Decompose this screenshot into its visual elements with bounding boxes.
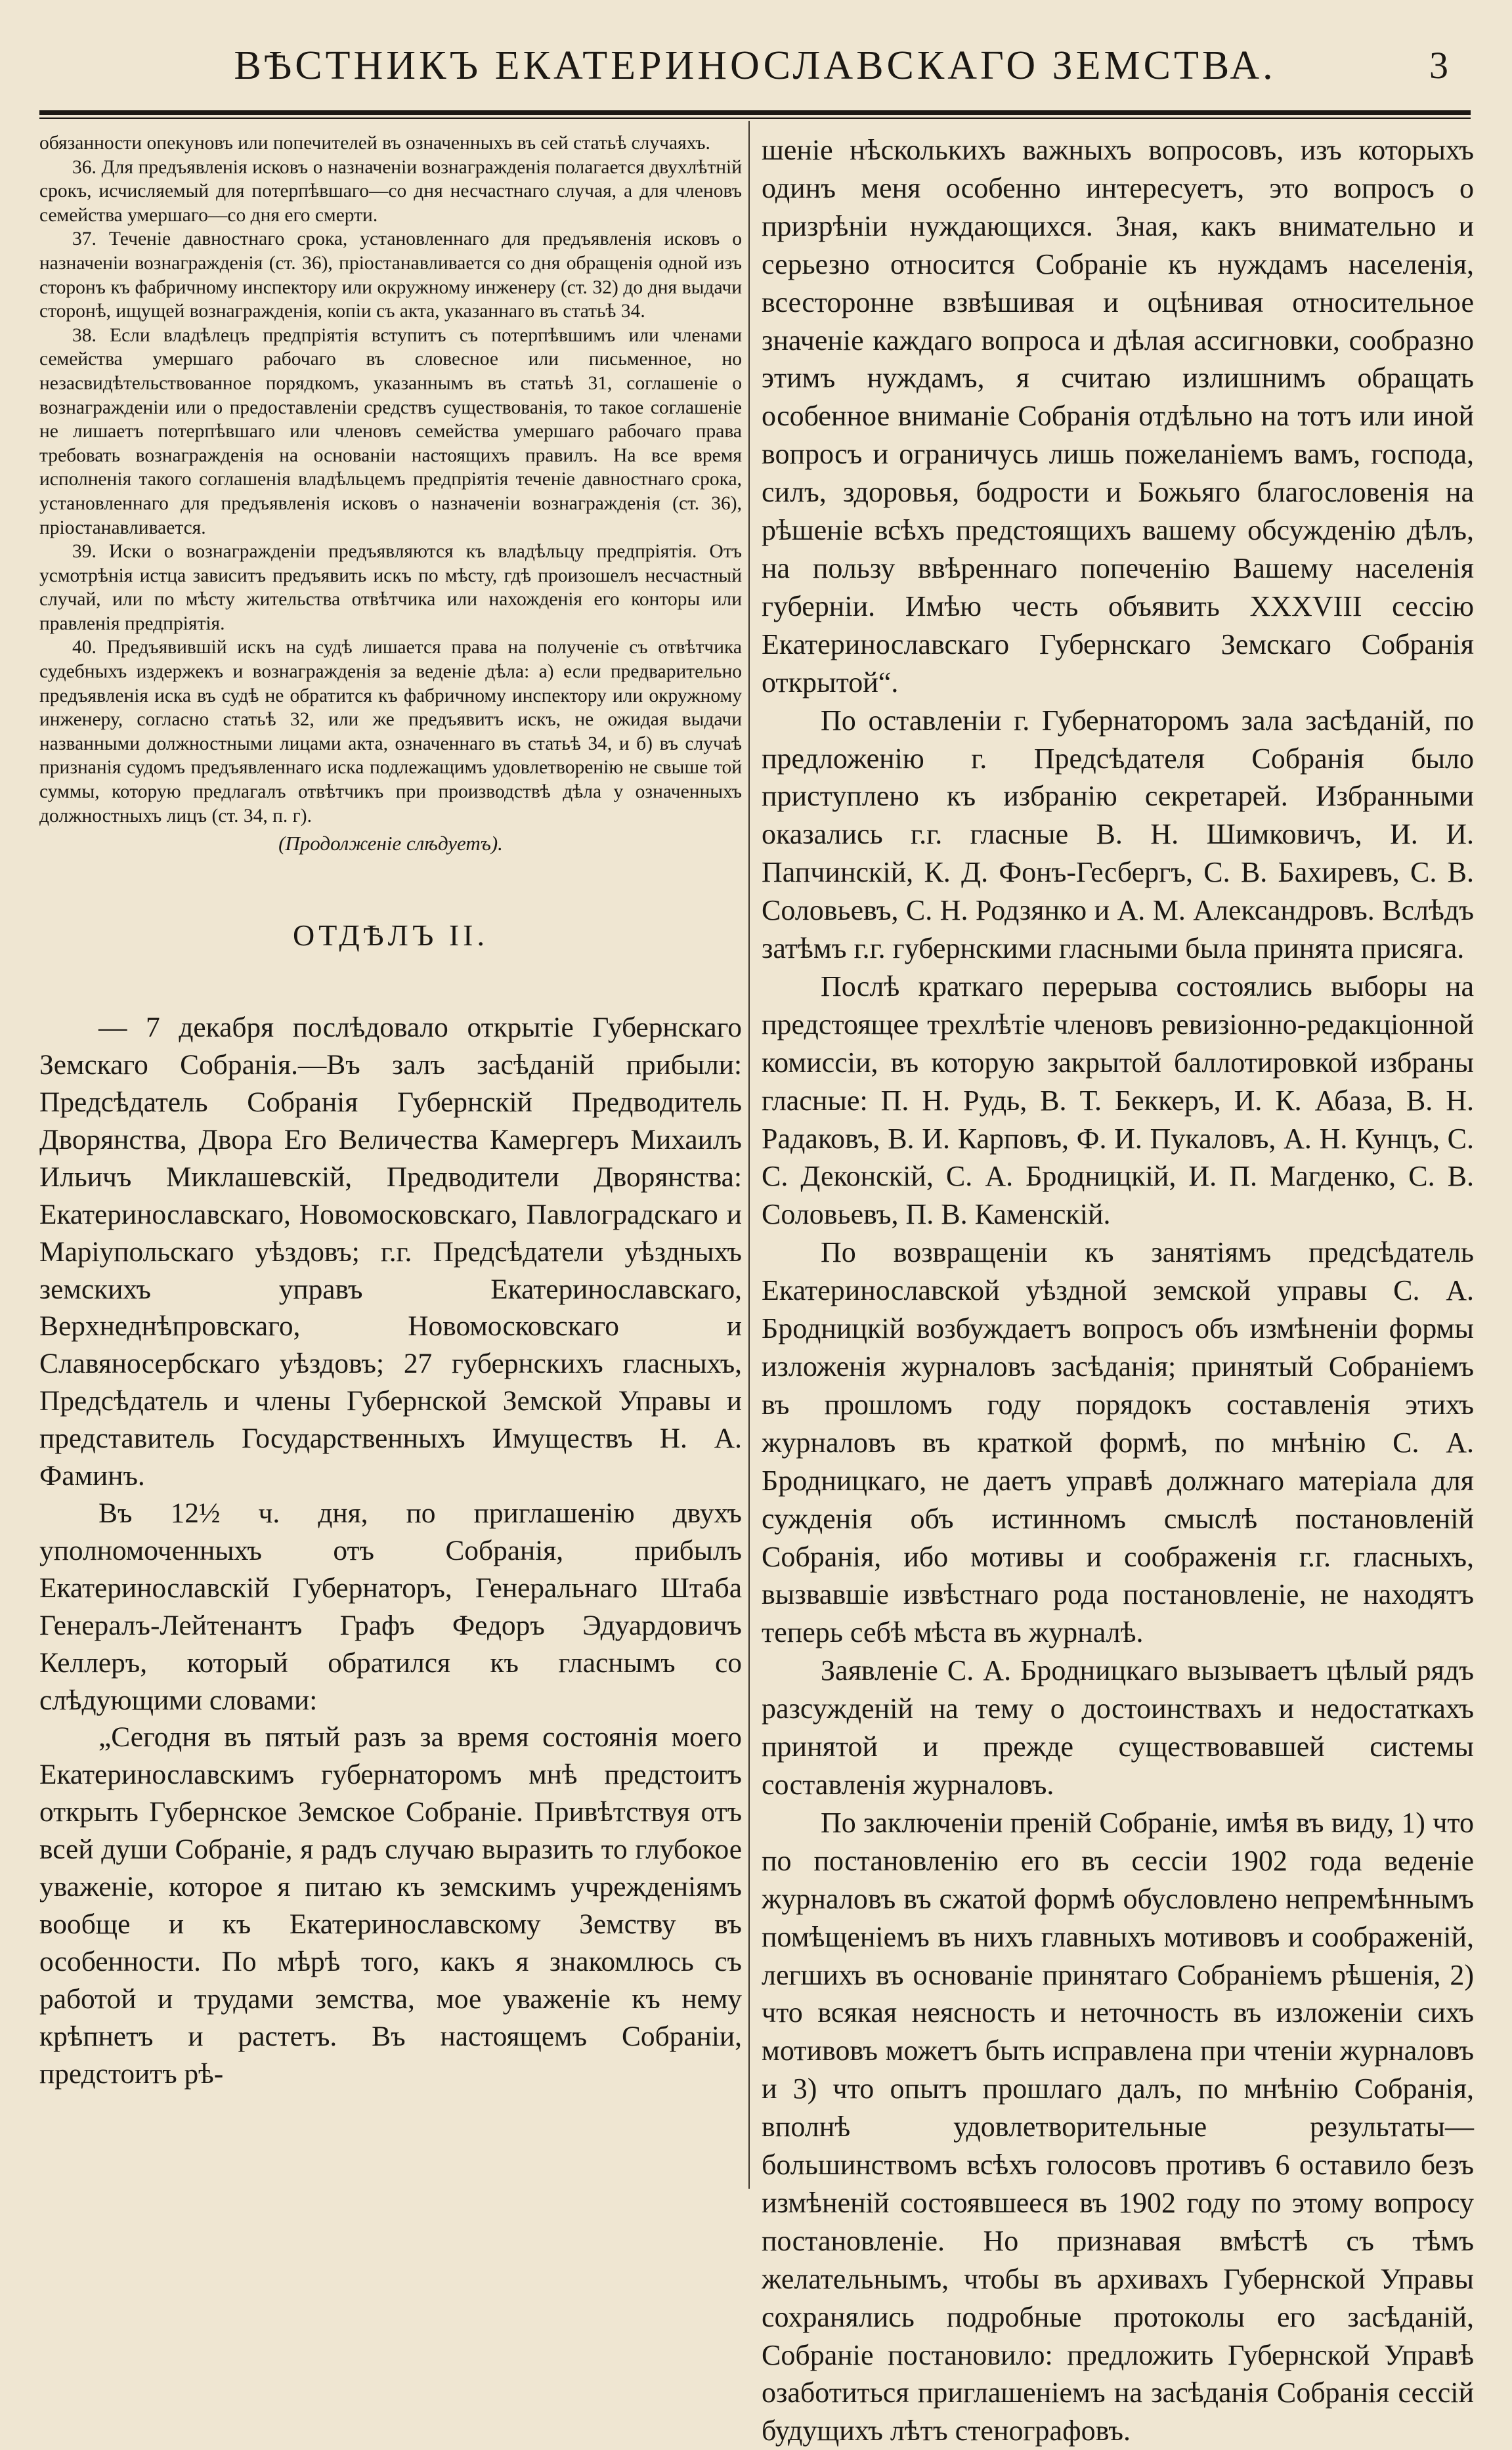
article-continuation: обязанности опекуновъ или попечителей въ означенныхъ въ сей статьѣ случаяхъ. xyxy=(39,133,710,154)
article-36: 36. Для предъявленія исковъ о назначеніи вознагражденія полагается двухлѣтній срокъ, исчисляемый для потерпѣвшаго—со дня несчастнаго случая, а для членовъ семейства умершаго—со дня его смерти. xyxy=(39,156,742,226)
left-column xyxy=(39,131,742,2199)
report-paragraph: По оставленіи г. Губернаторомъ зала засѣданій, по предложенію г. Предсѣдателя Собранія было приступлено къ избранію секретарей. Избранными оказались г.г. гласные В. Н. Шимковичъ, И. И. Папчинскій, К. Д. Фонъ-Гесбергъ, С. В. Бахиревъ, С. В. Соловьевъ, С. Н. Родзянко и А. М. Александровъ. Вслѣдъ затѣмъ г.г. губернскими гласными была принята присяга. xyxy=(762,704,1474,965)
masthead-title: ВѢСТНИКЪ ЕКАТЕРИНОСЛАВСКАГО ЗЕМСТВА. xyxy=(234,43,1276,88)
page-header xyxy=(39,34,1471,100)
governor-speech-continued: шеніе нѣсколькихъ важныхъ вопросовъ, изъ которыхъ одинъ меня особенно интересуетъ, это вопросъ о призрѣніи нуждающихся. Зная, какъ внимательно и серьезно относится Собраніе къ нуждамъ населенія, всесторонне взвѣшивая и оцѣнивая относительное значеніе каждаго вопроса и дѣлая ассигновки, сообразно этимъ нуждамъ, я считаю излишнимъ обращать особенное вниманіе Собранія отдѣльно на тотъ или иной вопросъ и ограничусь лишь пожеланіемъ вамъ, господа, силъ, здоровья, бодрости и Божьяго благословенія на рѣшеніе всѣхъ предстоящихъ вашему обсужденію дѣлъ, на пользу ввѣреннаго попеченію Вашему населенія губерніи. Имѣю честь объявить XXXVIII сессію Екатеринославскаго Губернскаго Земскаго Собранія открытой“. xyxy=(762,134,1474,698)
right-column xyxy=(762,131,1474,2447)
law-articles xyxy=(39,131,742,828)
report-paragraph: Въ 12½ ч. дня, по приглашенію двухъ уполномоченныхъ отъ Собранія, прибылъ Екатеринославскій Губернаторъ, Генеральнаго Штаба Генералъ-Лейтенантъ Графъ Федоръ Эдуардовичъ Келлеръ, который обратился къ гласнымъ со слѣдующими словами: xyxy=(39,1497,742,1716)
governor-speech: „Сегодня въ пятый разъ за время состоянія моего Екатеринославскимъ губернаторомъ мнѣ предстоитъ открыть Губернское Земское Собраніе. Привѣтствуя отъ всей души Собраніе, я радъ случаю выразить то глубокое уваженіе, которое я питаю къ земскимъ учрежденіямъ вообще и къ Екатеринославскому Земству въ особенности. По мѣрѣ того, какъ я знакомлюсь съ работой и трудами земства, мое уваженіе къ нему крѣпнетъ и растетъ. Въ настоящемъ Собраніи, предстоитъ рѣ- xyxy=(39,1721,742,2090)
assembly-report xyxy=(39,1009,742,2092)
report-paragraph: Заявленіе С. А. Бродницкаго вызываетъ цѣлый рядъ разсужденій на тему о достоинствахъ и недостаткахъ принятой и прежде существовавшей системы составленія журналовъ. xyxy=(762,1654,1474,1801)
article-38: 38. Если владѣлецъ предпріятія вступитъ съ потерпѣвшимъ или членами семейства умершаго рабочаго въ словесное или письменное, но незасвидѣтельствованное порядкомъ, указаннымъ въ статьѣ 31, соглашеніе о вознагражденіи или о предоставленіи средствъ существованія, то такое соглашеніе не лишаетъ потерпѣвшаго или членовъ семейства умершаго рабочаго права требовать вознагражденія на основаніи настоящихъ правилъ. На все время исполненія такого соглашенія владѣльцемъ предпріятія теченіе давностнаго срока, установленнаго для предъявленія исковъ о назначеніи вознагражденія (ст. 36), пріостанавливается. xyxy=(39,324,742,538)
page-number: 3 xyxy=(1429,44,1448,87)
header-rule-thin xyxy=(39,118,1471,119)
article-40: 40. Предъявившій искъ на судѣ лишается права на полученіе съ отвѣтчика судебныхъ издержекъ и вознагражденія за веденіе дѣла: а) если предварительно предъявленія иска въ судѣ не обратится къ фабричному инспектору или окружному инженеру, согласно статьѣ 32, или же предъявитъ искъ, не ожидая выдачи названными должностными лицами акта, означеннаго въ статьѣ 34, и б) въ случаѣ признанія судомъ предъявленнаго иска подлежащимъ удовлетворенію не свыше той суммы, которую предлагалъ отвѣтчикъ при производствѣ дѣла у означенныхъ должностныхъ лицъ (ст. 34, п. г). xyxy=(39,637,742,827)
article-37: 37. Теченіе давностнаго срока, установленнаго для предъявленія исковъ о назначеніи вознагражденія (ст. 36), пріостанавливается со дня обращенія одной изъ сторонъ къ фабричному инспектору или окружному инженеру (ст. 32) до дня выдачи сторонѣ, ищущей вознагражденія, копіи съ акта, указаннаго въ статьѣ 34. xyxy=(39,228,742,322)
report-paragraph: Послѣ краткаго перерыва состоялись выборы на предстоящее трехлѣтіе членовъ ревизіонно-редакціонной комиссіи, въ которую закрытой баллотировкой избраны гласные: П. Н. Рудь, В. Т. Беккеръ, И. К. Абаза, В. Н. Радаковъ, В. И. Карповъ, Ф. И. Пукаловъ, А. Н. Кунцъ, С. С. Деконскій, С. А. Бродницкій, И. П. Магденко, С. В. Соловьевъ, П. В. Каменскій. xyxy=(762,970,1474,1231)
column-divider xyxy=(748,121,750,2189)
report-paragraph: По заключеніи преній Собраніе, имѣя въ виду, 1) что по постановленію его въ сессіи 1902 года веденіе журналовъ въ сжатой формѣ обусловлено непремѣннымъ помѣщеніемъ въ нихъ главныхъ мотивовъ и соображеній, легшихъ въ основаніе принятаго Собраніемъ рѣшенія, 2) что всякая неясность и неточность въ изложеніи сихъ мотивовъ можетъ быть исправлена при чтеніи журналовъ и 3) что опытъ прошлаго далъ, по мнѣнію Собранія, вполнѣ удовлетворительные результаты—большинствомъ всѣхъ голосовъ противъ 6 оставило безъ измѣненій состоявшееся въ 1902 году по этому вопросу постановленіе. Но признавая вмѣстѣ съ тѣмъ желательнымъ, чтобы въ архивахъ Губернской Управы сохранялись подробные протоколы его засѣданій, Собраніе постановило: предложить Губернской Управѣ озаботиться приглашеніемъ на засѣданія Собранія сессій будущихъ лѣтъ стенографовъ. xyxy=(762,1806,1474,2447)
report-paragraph: По возвращеніи къ занятіямъ предсѣдатель Екатеринославской уѣздной земской управы С. А. Бродницкій возбуждаетъ вопросъ объ измѣненіи формы изложенія журналовъ засѣданія; принятый Собраніемъ въ прошломъ году порядокъ составленія этихъ журналовъ въ краткой формѣ, по мнѣнію С. А. Бродницкаго, не даетъ управѣ должнаго матеріала для сужденія объ истинномъ смыслѣ постановленій Собранія, ибо мотивы и соображенія г.г. гласныхъ, вызвавшіе извѣстнаго рода постановленіе, не находятъ теперь себѣ мѣста въ журналѣ. xyxy=(762,1236,1474,1649)
header-rule xyxy=(39,110,1471,115)
article-39: 39. Иски о вознагражденіи предъявляются къ владѣльцу предпріятія. Отъ усмотрѣнія истца зависитъ предъявить искъ по мѣсту, гдѣ произошелъ несчастный случай, или по мѣсту жительства отвѣтчика или нахожденія его конторы или правленія предпріятія. xyxy=(39,541,742,634)
section-title: ОТДѢЛЪ II. xyxy=(293,918,488,953)
report-paragraph: — 7 декабря послѣдовало открытіе Губернскаго Земскаго Собранія.—Въ залъ засѣданій прибыли: Предсѣдатель Собранія Губернскій Предводитель Дворянства, Двора Его Величества Камергеръ Михаилъ Ильичъ Миклашевскій, Предводители Дворянства: Екатеринославскаго, Новомосковскаго, Павлоградскаго и Маріупольскаго уѣздовъ; г.г. Предсѣдатели уѣздныхъ земскихъ управъ Екатеринославскаго, Верхнеднѣпровскаго, Новомосковскаго и Славяносербскаго уѣздовъ; 27 губернскихъ гласныхъ, Предсѣдатель и члены Губернской Земской Управы и представитель Государственныхъ Имуществъ Н. А. Фаминъ. xyxy=(39,1012,742,1492)
continuation-note: (Продолженіе слѣдуетъ). xyxy=(278,832,503,855)
